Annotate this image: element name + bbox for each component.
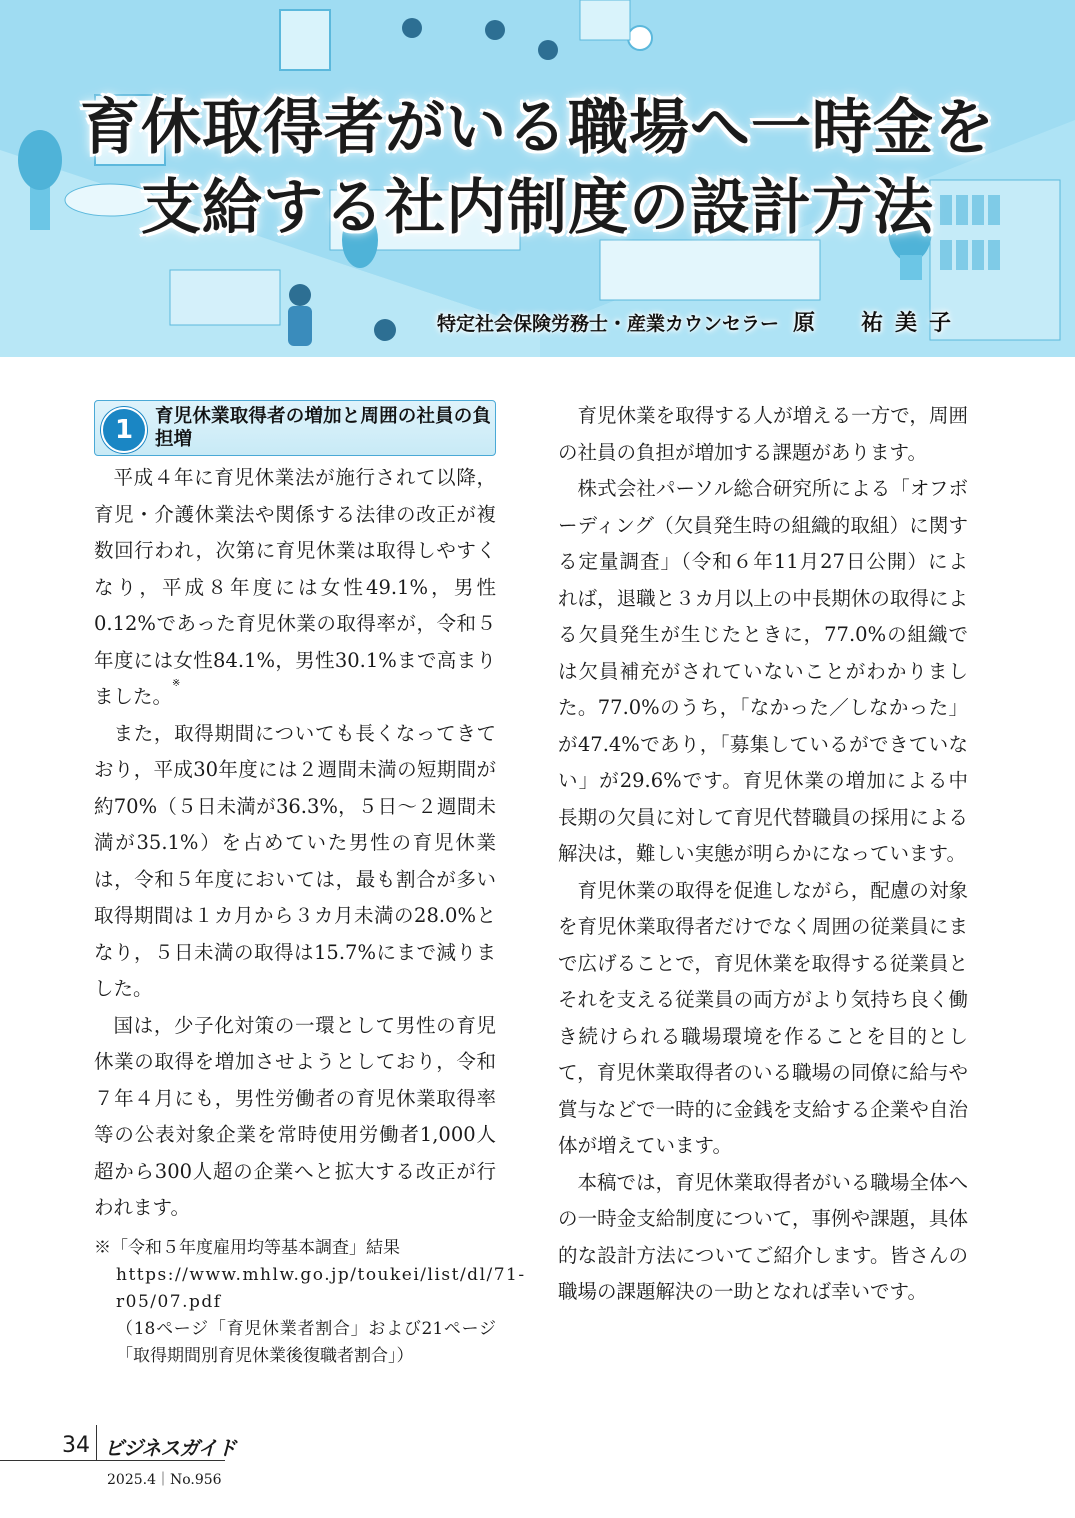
section-number-badge: 1 <box>101 407 147 453</box>
paragraph: 株式会社パーソル総合研究所による「オフボーディング（欠員発生時の組織的取組）に関する定量調査」（令和６年11月27日公開）によれば，退職と３カ月以上の中長期休の取得による欠員発生が生じたときに，77.0%の組織では欠員補充がされていないことがわかりました。77.0%のうち，「なかった／しなかった」が47.4%であり，「募集しているができていない」が29.6%です。育児休業の増加による中長期の欠員に対して育児代替職員の採用による解決は，難しい実態が明らかになっています。 <box>558 477 968 865</box>
magazine-logo: ビジネスガイド <box>104 1436 236 1460</box>
paragraph: 育児休業を取得する人が増える一方で，周囲の社員の負担が増加する課題があります。 <box>558 404 968 464</box>
footer-rule <box>0 1460 225 1461</box>
footnote-url[interactable]: https://www.mhlw.go.jp/toukei/list/dl/71-r05/07.pdf <box>116 1264 526 1312</box>
footnote-reference: （18ページ「育児休業者割合」および21ページ「取得期間別育児休業後復職者割合」） <box>116 1318 496 1366</box>
author-byline <box>437 306 963 337</box>
paragraph: また，取得期間についても長くなってきており，平成30年度には２週間未満の短期間が約70%（５日未満が36.3%，５日～２週間未満が35.1%）を占めていた男性の育児休業は，令和５年度においては，最も割合が多い取得期間は１カ月から３カ月未満の28.0%となり，５日未満の取得は15.7%にまで減りました。 <box>94 721 496 1000</box>
section-heading <box>94 400 496 456</box>
article-title-line1: 育休取得者がいる職場へ一時金を <box>80 93 995 163</box>
section-title: 育児休業取得者の増加と周囲の社員の負担増 <box>155 406 491 450</box>
author-name: 原 祐美子 <box>792 311 963 336</box>
issue-info: 2025.4｜No.956 <box>107 1472 222 1488</box>
right-column <box>558 398 968 1311</box>
paragraph: 育児休業の取得を促進しながら，配慮の対象を育児休業取得者だけでなく周囲の従業員にまで広げることで，育児休業を取得する従業員とそれを支える従業員の両方がより気持ち良く働き続けられる職場環境を作ることを目的として，育児休業取得者のいる職場の同僚に給与や賞与などで一時的に金銭を支給する企業や自治体が増えています。 <box>558 878 968 1157</box>
footer-divider <box>96 1425 97 1460</box>
article-title-line2: 支給する社内制度の設計方法 <box>141 173 934 243</box>
left-column <box>94 400 526 1370</box>
footnote <box>94 1235 526 1370</box>
paragraph: 平成４年に育児休業法が施行されて以降，育児・介護休業法や関係する法律の改正が複数回行われ，次第に育児休業は取得しやすくなり，平成８年度には女性49.1%，男性0.12%であった育児休業の取得率が，令和５年度には女性84.1%，男性30.1%まで高まりました。※ <box>94 466 496 708</box>
paragraph: 国は，少子化対策の一環として男性の育児休業の取得を増加させようとしており，令和７年４月にも，男性労働者の育児休業取得率等の公表対象企業を常時使用労働者1,000人超から300人超の企業へと拡大する改正が行われます。 <box>94 1013 496 1219</box>
footnote-source: ※「令和５年度雇用均等基本調査」結果 <box>94 1237 400 1258</box>
header-illustration <box>0 0 1075 357</box>
author-role: 特定社会保険労務士・産業カウンセラー <box>436 313 779 335</box>
footnote-mark: ※ <box>172 678 181 689</box>
page-number: 34 <box>62 1433 90 1458</box>
paragraph: 本稿では，育児休業取得者がいる職場全体への一時金支給制度について，事例や課題，具体的な設計方法についてご紹介します。皆さんの職場の課題解決の一助となれば幸いです。 <box>558 1170 968 1303</box>
